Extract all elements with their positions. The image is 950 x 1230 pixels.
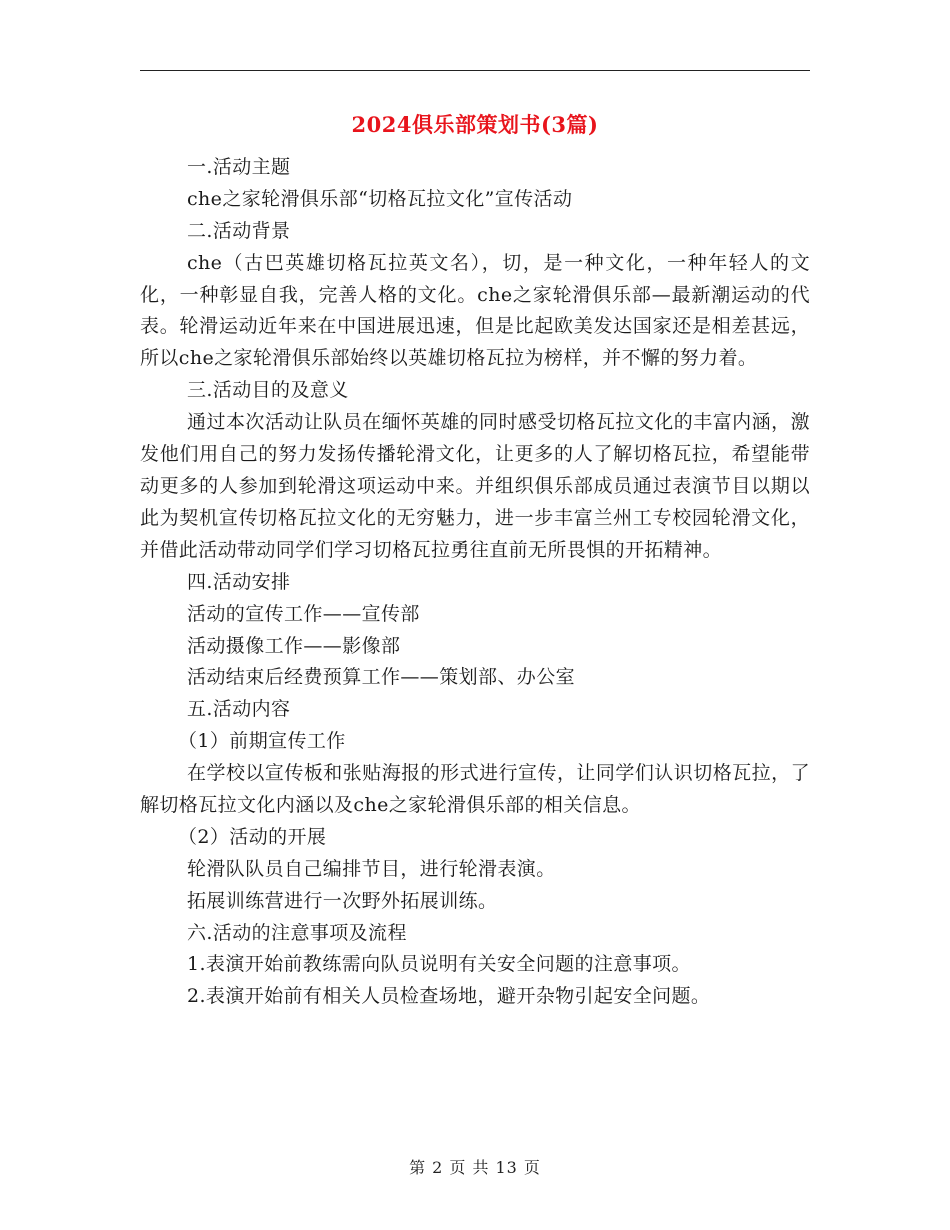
footer-page-number: 2 <box>432 1158 444 1177</box>
paragraph: che（古巴英雄切格瓦拉英文名），切，是一种文化，一种年轻人的文化，一种彰显自我，完善人格的文化。che之家轮滑俱乐部—最新潮运动的代表。轮滑运动近年来在中国进展迅速，但是比起欧美发达国家还是相差甚远，所以che之家轮滑俱乐部始终以英雄切格瓦拉为榜样，并不懈的努力着。 <box>140 251 810 370</box>
body-line: 轮滑队队员自己编排节目，进行轮滑表演。 <box>187 857 556 880</box>
document-body <box>140 152 810 1013</box>
paragraph: 在学校以宣传板和张贴海报的形式进行宣传，让同学们认识切格瓦拉，了解切格瓦拉文化内涵以及che之家轮滑俱乐部的相关信息。 <box>140 762 810 816</box>
subheading: （1）前期宣传工作 <box>178 730 346 753</box>
header-rule <box>140 70 810 71</box>
body-line: 活动摄像工作——影像部 <box>187 634 401 657</box>
heading-2: 二.活动背景 <box>187 219 291 242</box>
document-title: 2024俱乐部策划书(3篇) <box>351 112 599 137</box>
list-item: 1.表演开始前教练需向队员说明有关安全问题的注意事项。 <box>187 953 691 976</box>
list-item: 2.表演开始前有相关人员检查场地，避开杂物引起安全问题。 <box>187 985 711 1008</box>
footer-prefix: 第 <box>409 1158 427 1177</box>
heading-1: 一.活动主题 <box>187 156 291 178</box>
body-line: 活动的宣传工作——宣传部 <box>187 602 420 625</box>
heading-3: 三.活动目的及意义 <box>187 379 349 402</box>
body-line: che之家轮滑俱乐部“切格瓦拉文化”宣传活动 <box>187 187 573 210</box>
heading-4: 四.活动安排 <box>187 570 291 593</box>
footer-middle: 页 共 <box>449 1158 490 1177</box>
footer-suffix: 页 <box>523 1158 541 1177</box>
heading-6: 六.活动的注意事项及流程 <box>187 921 407 944</box>
footer-total-pages: 13 <box>495 1158 518 1177</box>
body-line: 活动结束后经费预算工作——策划部、办公室 <box>187 666 576 689</box>
heading-5: 五.活动内容 <box>187 698 291 721</box>
paragraph: 通过本次活动让队员在缅怀英雄的同时感受切格瓦拉文化的丰富内涵，激发他们用自己的努力发扬传播轮滑文化，让更多的人了解切格瓦拉，希望能带动更多的人参加到轮滑这项运动中来。并组织俱乐部成员通过表演节目以期以此为契机宣传切格瓦拉文化的无穷魅力，进一步丰富兰州工专校园轮滑文化，并借此活动带动同学们学习切格瓦拉勇往直前无所畏惧的开拓精神。 <box>140 411 810 561</box>
body-line: 拓展训练营进行一次野外拓展训练。 <box>187 889 498 912</box>
page-footer <box>0 1155 950 1178</box>
subheading: （2）活动的开展 <box>178 825 327 848</box>
